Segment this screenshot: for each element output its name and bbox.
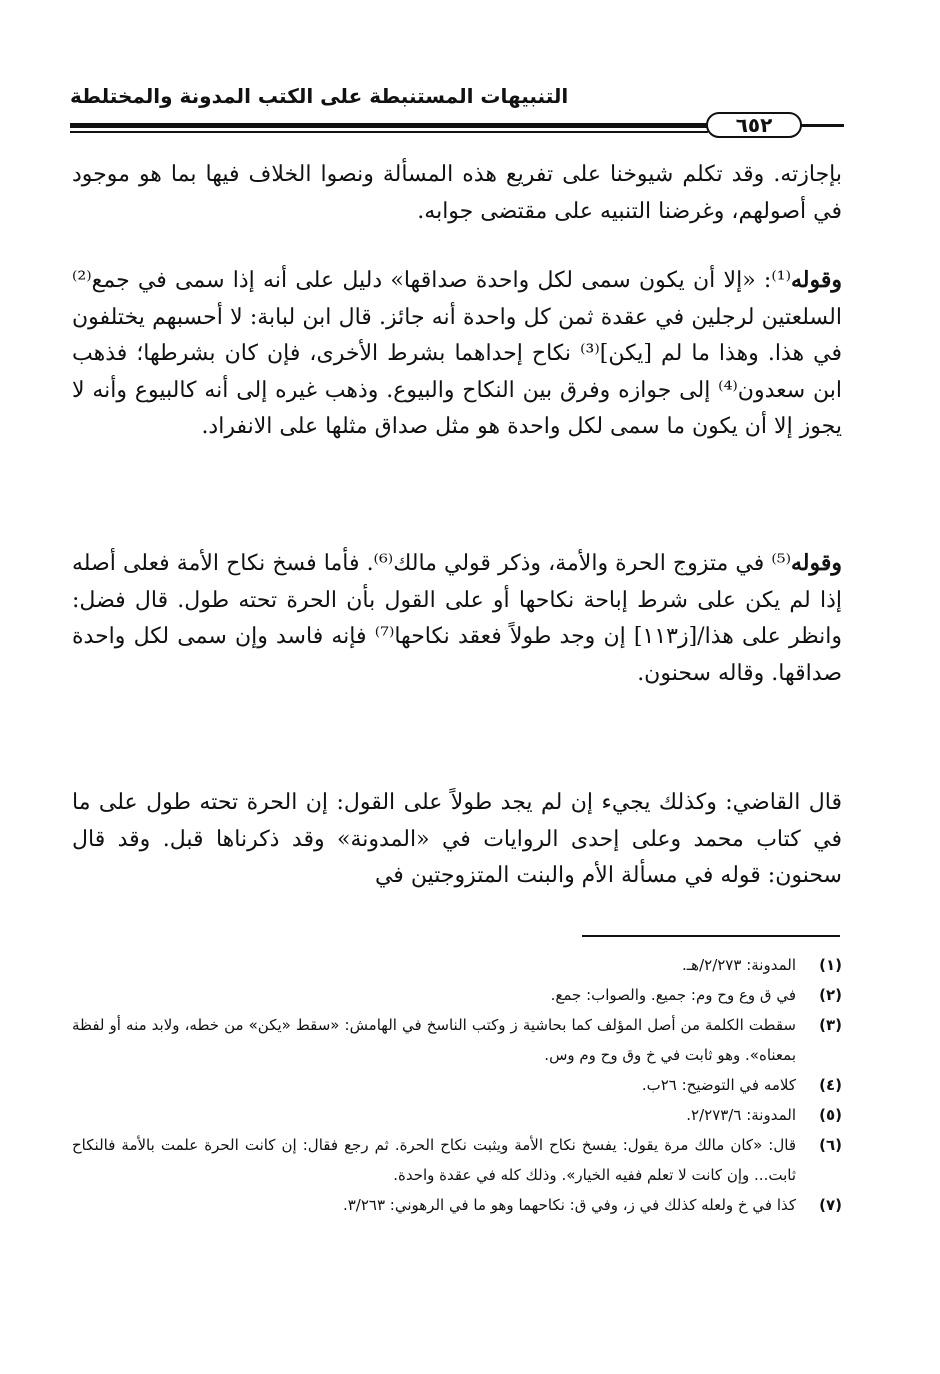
- footnote-number: (٦): [819, 1136, 842, 1154]
- footnote-text: سقطت الكلمة من أصل المؤلف كما بحاشية ز وكتب الناسخ في الهامش: «سقط «يكن» من خطه، ولابد منه أو لفظة بمعناه». وهو ثابت في خ وق وح وم وس.: [72, 1016, 796, 1064]
- footnote-number: (٤): [819, 1076, 842, 1094]
- footnote: [72, 1190, 842, 1220]
- paragraph-text: ⁽⁵⁾ في متزوج الحرة والأمة، وذكر قولي مالك⁽⁶⁾. فأما فسخ نكاح الأمة فعلى أصله إذا لم يكن على شرط إباحة نكاحها أو على القول بأن الحرة تحته طول. قال فضل: وانظر على هذا/[ز١١٣] إن وجد طولاً فعقد نكاحها⁽⁷⁾ فإنه فاسد وإن سمى لكل واحدة صداقها. وقاله سحنون.: [72, 551, 842, 686]
- footnote: [72, 1130, 842, 1190]
- header-rule-thin: [70, 131, 708, 133]
- page-number-text: ٦٥٢: [735, 113, 773, 137]
- footnote: [72, 1010, 842, 1070]
- paragraph-text: قال القاضي: وكذلك يجيء إن لم يجد طولاً على القول: إن الحرة تحته طول على ما في كتاب محمد وعلى إحدى الروايات في «المدونة» وقد ذكرناها قبل. وقد قال سحنون: قوله في مسألة الأم والبنت المتزوجتين في: [72, 790, 842, 889]
- paragraph-1: [72, 156, 842, 230]
- footnote: [72, 980, 842, 1010]
- header-rule-right: [800, 124, 844, 127]
- paragraph-text: ⁽¹⁾: «إلا أن يكون سمى لكل واحدة صداقها» دليل على أنه إذا سمى في جمع⁽²⁾ السلعتين لرجلين في عقدة ثمن كل واحدة أنه جائز. قال ابن لبابة: لا أحسبهم يختلفون في هذا. وهذا ما لم [يكن]⁽³⁾ نكاح إحداهما بشرط الأخرى، فإن كان بشرطها؛ فذهب ابن سعدون⁽⁴⁾ إلى جوازه وفرق بين النكاح والبيوع. وذهب غيره إلى أنه كالبيوع وأنه لا يجوز إلا أن يكون ما سمى لكل واحدة هو مثل صداق مثلها على الانفراد.: [72, 268, 842, 440]
- paragraph-text: بإجازته. وقد تكلم شيوخنا على تفريع هذه المسألة ونصوا الخلاف فيها بما هو موجود في أصولهم، وغرضنا التنبيه على مقتضى جوابه.: [72, 162, 842, 224]
- header-rule-thick: [70, 123, 708, 128]
- footnote-text: كلامه في التوضيح: ٢٦ب.: [641, 1076, 796, 1094]
- footnote-text: المدونة: ٢/٢٧٣/٦.: [686, 1106, 796, 1124]
- footnote-number: (٢): [819, 986, 842, 1004]
- paragraph-lead: وقوله: [790, 267, 842, 293]
- footnote: [72, 1070, 842, 1100]
- footnote-text: كذا في خ ولعله كذلك في ز، وفي ق: نكاحهما وهو ما في الرهوني: ٣/٢٦٣.: [342, 1196, 796, 1214]
- footnote-number: (٥): [819, 1106, 842, 1124]
- footnote-separator: [582, 935, 840, 937]
- paragraph-4: [72, 784, 842, 895]
- footnote: [72, 1100, 842, 1130]
- paragraph-lead: وقوله: [790, 550, 842, 576]
- footnote-text: في ق وع وح وم: جميع. والصواب: جمع.: [550, 986, 796, 1004]
- footnote-text: قال: «كان مالك مرة يقول: يفسخ نكاح الأمة ويثبت نكاح الحرة. ثم رجع فقال: إن كانت الحرة علمت بالأمة فالنكاح ثابت... وإن كانت لا تعلم ففيه الخيار». وذلك كله في عقدة واحدة.: [72, 1136, 796, 1184]
- page-number: [706, 112, 802, 138]
- footnote-text: المدونة: ٢/٢٧٣/هـ.: [682, 956, 796, 974]
- running-title: التنبيهات المستنبطة على الكتب المدونة والمختلطة: [70, 84, 569, 108]
- footnote: [72, 950, 842, 980]
- paragraph-2: [72, 262, 842, 446]
- footnote-number: (٣): [819, 1016, 842, 1034]
- footnote-number: (٧): [819, 1196, 842, 1214]
- footnotes: [72, 950, 842, 1220]
- footnote-number: (١): [819, 956, 842, 974]
- paragraph-3: [72, 545, 842, 692]
